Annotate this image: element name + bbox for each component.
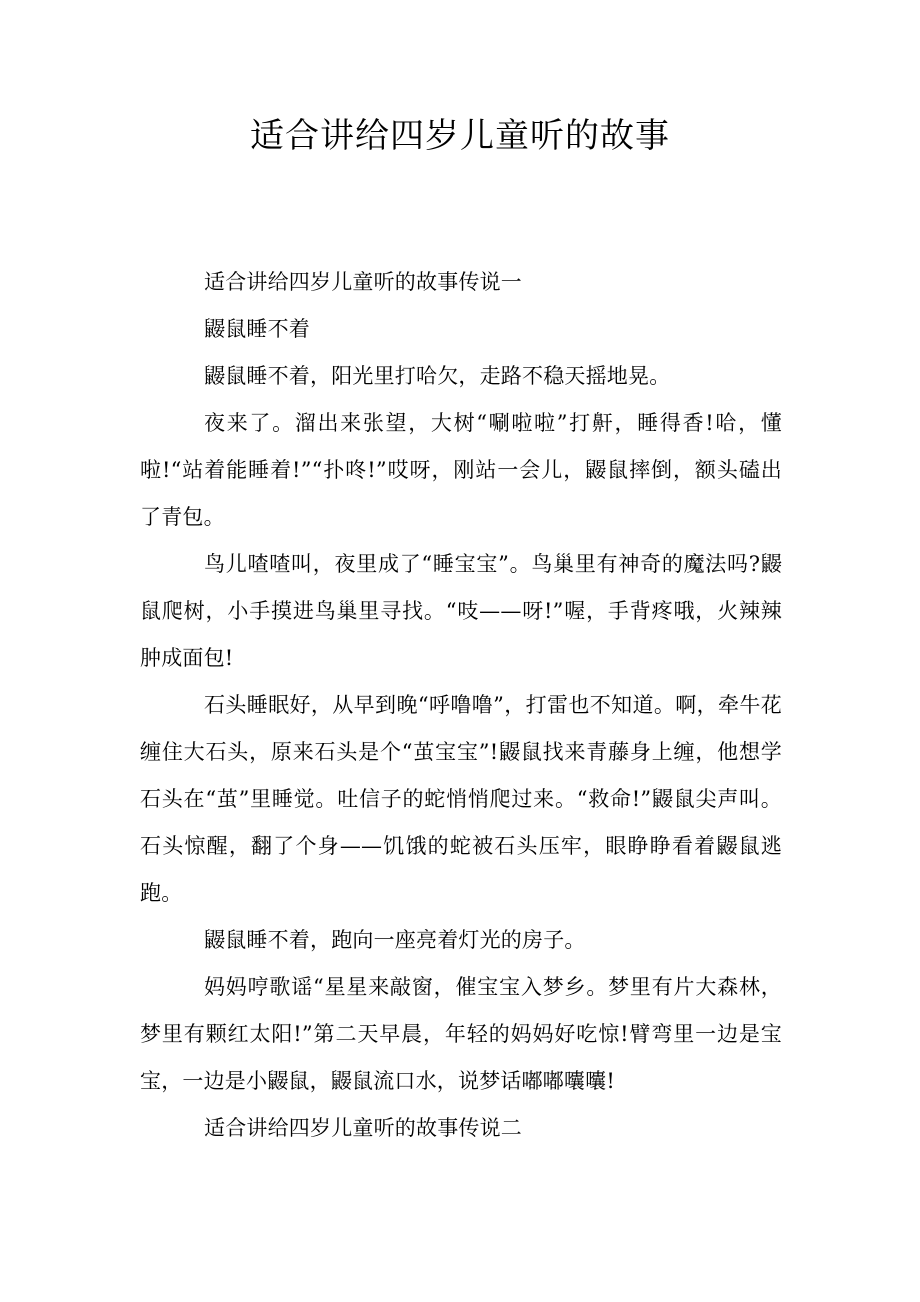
paragraph-story-heading-2: 适合讲给四岁儿童听的故事传说二: [204, 1116, 522, 1140]
document-title: 适合讲给四岁儿童听的故事: [250, 116, 670, 156]
paragraph-story-title: 鼹鼠睡不着: [204, 317, 310, 341]
paragraph-story-heading-1: 适合讲给四岁儿童听的故事传说一: [204, 270, 522, 294]
paragraph: 鸟儿喳喳叫，夜里成了“睡宝宝”。鸟巢里有神奇的魔法吗?鼹鼠爬树，小手摸进鸟巢里寻找。“吱——呀!”喔，手背疼哦，火辣辣肿成面包!: [140, 552, 782, 670]
paragraph: 石头睡眠好，从早到晚“呼噜噜”，打雷也不知道。啊，牵牛花缠住大石头，原来石头是个“茧宝宝”!鼹鼠找来青藤身上缠，他想学石头在“茧”里睡觉。吐信子的蛇悄悄爬过来。“救命!”鼹鼠尖声叫。石头惊醒，翻了个身——饥饿的蛇被石头压牢，眼睁睁看着鼹鼠逃跑。: [140, 693, 782, 905]
paragraph: 鼹鼠睡不着，跑向一座亮着灯光的房子。: [204, 928, 586, 952]
document-body: [140, 259, 782, 1152]
paragraph: 鼹鼠睡不着，阳光里打哈欠，走路不稳天摇地晃。: [204, 364, 671, 388]
paragraph: 妈妈哼歌谣“星星来敲窗，催宝宝入梦乡。梦里有片大森林，梦里有颗红太阳!”第二天早晨，年轻的妈妈好吃惊!臂弯里一边是宝宝，一边是小鼹鼠，鼹鼠流口水，说梦话嘟嘟囔囔!: [140, 975, 782, 1093]
paragraph: 夜来了。溜出来张望，大树“唰啦啦”打鼾，睡得香!哈，懂啦!“站着能睡着!”“扑咚!”哎呀，刚站一会儿，鼹鼠摔倒，额头磕出了青包。: [140, 411, 782, 529]
